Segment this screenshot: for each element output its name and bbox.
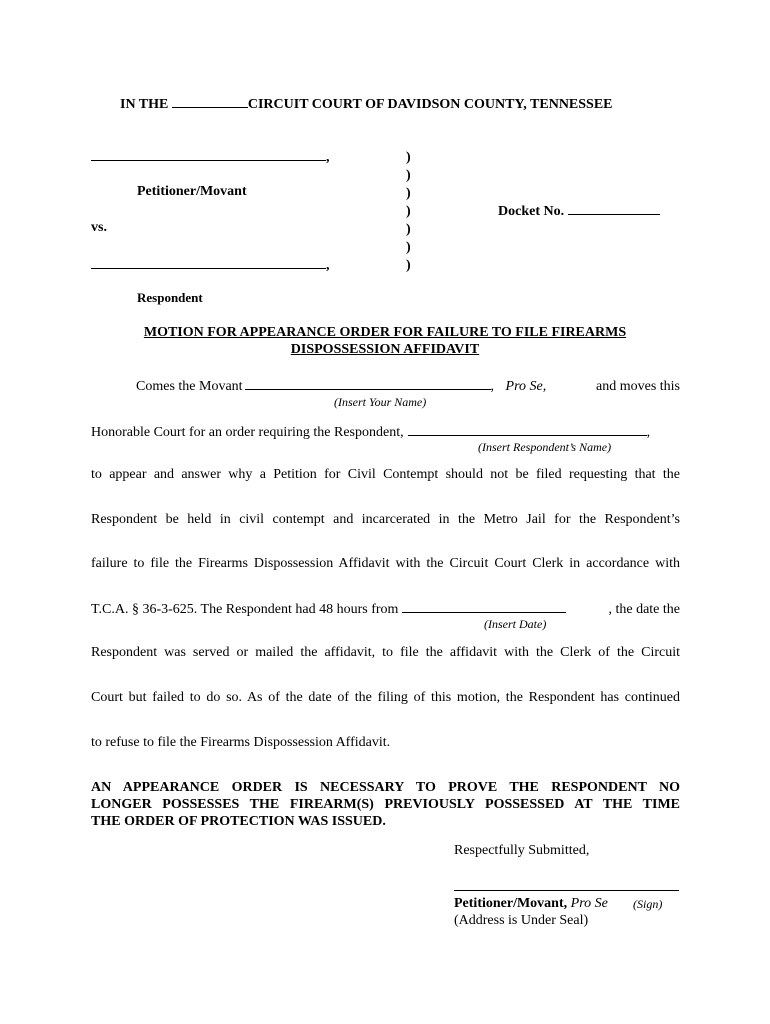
respondent-comma: ,: [326, 258, 330, 273]
docket-number-blank[interactable]: [568, 202, 660, 215]
motion-title: [0, 324, 770, 358]
insert-respondent-name-hint: (Insert Respondent’s Name): [478, 440, 612, 454]
comes-the-movant: Comes the Movant: [136, 379, 243, 394]
respondent-name-blank[interactable]: [91, 256, 326, 269]
date-blank[interactable]: [402, 600, 566, 613]
petitioner-comma: ,: [326, 150, 330, 165]
sign-hint: (Sign): [633, 897, 663, 911]
body-line-8: Court but failed to do so. As of the date of the filing of this motion, the Respondent has continued: [91, 690, 680, 705]
insert-your-name-hint: (Insert Your Name): [334, 395, 427, 409]
petitioner-label: Petitioner/Movant: [137, 184, 247, 199]
docket-label: Docket No.: [498, 204, 565, 219]
respectfully-submitted: Respectfully Submitted,: [454, 843, 590, 858]
body-line-7: Respondent was served or mailed the affidavit, to file the affidavit with the Clerk of the Circuit: [91, 645, 680, 660]
header-prefix: IN THE: [120, 97, 169, 112]
motion-title-line2: DISPOSSESSION AFFIDAVIT: [290, 342, 480, 357]
body-line-2: [91, 423, 680, 441]
insert-date-hint: (Insert Date): [484, 617, 547, 631]
court-name: CIRCUIT COURT OF DAVIDSON COUNTY, TENNESSEE: [247, 97, 613, 112]
petitioner-movant-label: Petitioner/Movant,: [454, 896, 568, 911]
comma-text: ,: [646, 425, 651, 440]
respondent-label: Respondent: [137, 290, 203, 305]
body-line-9: to refuse to file the Firearms Dispossession Affidavit.: [91, 735, 391, 750]
versus-label: vs.: [91, 220, 107, 235]
appearance-notice: [91, 779, 680, 830]
address-under-seal: (Address is Under Seal): [454, 913, 589, 928]
respondent-name-line: [91, 256, 330, 274]
body-line-1: [136, 377, 680, 395]
paren: ): [406, 168, 411, 183]
paren: ): [406, 204, 411, 219]
body-line-4: Respondent be held in civil contempt and incarcerated in the Metro Jail for the Respondent’s: [91, 512, 680, 527]
and-moves-this: and moves this: [596, 379, 680, 394]
pro-se-text: Pro Se,: [505, 379, 547, 394]
docket-number: [498, 202, 660, 220]
date-the-text: , the date the: [608, 602, 680, 617]
court-header: [120, 95, 613, 113]
caption-divider: [406, 149, 411, 275]
paren: ): [406, 258, 411, 273]
notice-line3: THE ORDER OF PROTECTION WAS ISSUED.: [91, 814, 386, 829]
paren: ): [406, 186, 411, 201]
body-line-3: to appear and answer why a Petition for Civil Contempt should not be filed requesting that the: [91, 467, 680, 482]
tca-text: T.C.A. § 36-3-625. The Respondent had 48 hours from: [91, 602, 399, 617]
signer-pro-se: Pro Se: [570, 896, 608, 911]
county-blank[interactable]: [172, 95, 248, 108]
respondent-name-field[interactable]: [408, 423, 647, 436]
notice-line1: AN APPEARANCE ORDER IS NECESSARY TO PROVE THE RESPONDENT NO: [91, 780, 680, 795]
paren: ): [406, 150, 411, 165]
signature-line[interactable]: [454, 890, 679, 891]
notice-line2: LONGER POSSESSES THE FIREARM(S) PREVIOUSLY POSSESSED AT THE TIME: [91, 797, 680, 812]
honorable-court-text: Honorable Court for an order requiring the Respondent,: [91, 425, 404, 440]
comma-sep: ,: [490, 379, 498, 394]
motion-title-line1: MOTION FOR APPEARANCE ORDER FOR FAILURE TO FILE FIREARMS: [143, 325, 627, 340]
petitioner-name-blank[interactable]: [91, 148, 326, 161]
paren: ): [406, 240, 411, 255]
body-line-6: [91, 600, 680, 618]
movant-name-blank[interactable]: [245, 377, 491, 390]
body-line-5: failure to file the Firearms Dispossession Affidavit with the Circuit Court Clerk in accordance with: [91, 556, 680, 571]
petitioner-name-line: [91, 148, 330, 166]
paren: ): [406, 222, 411, 237]
signer-designation: [454, 896, 608, 912]
